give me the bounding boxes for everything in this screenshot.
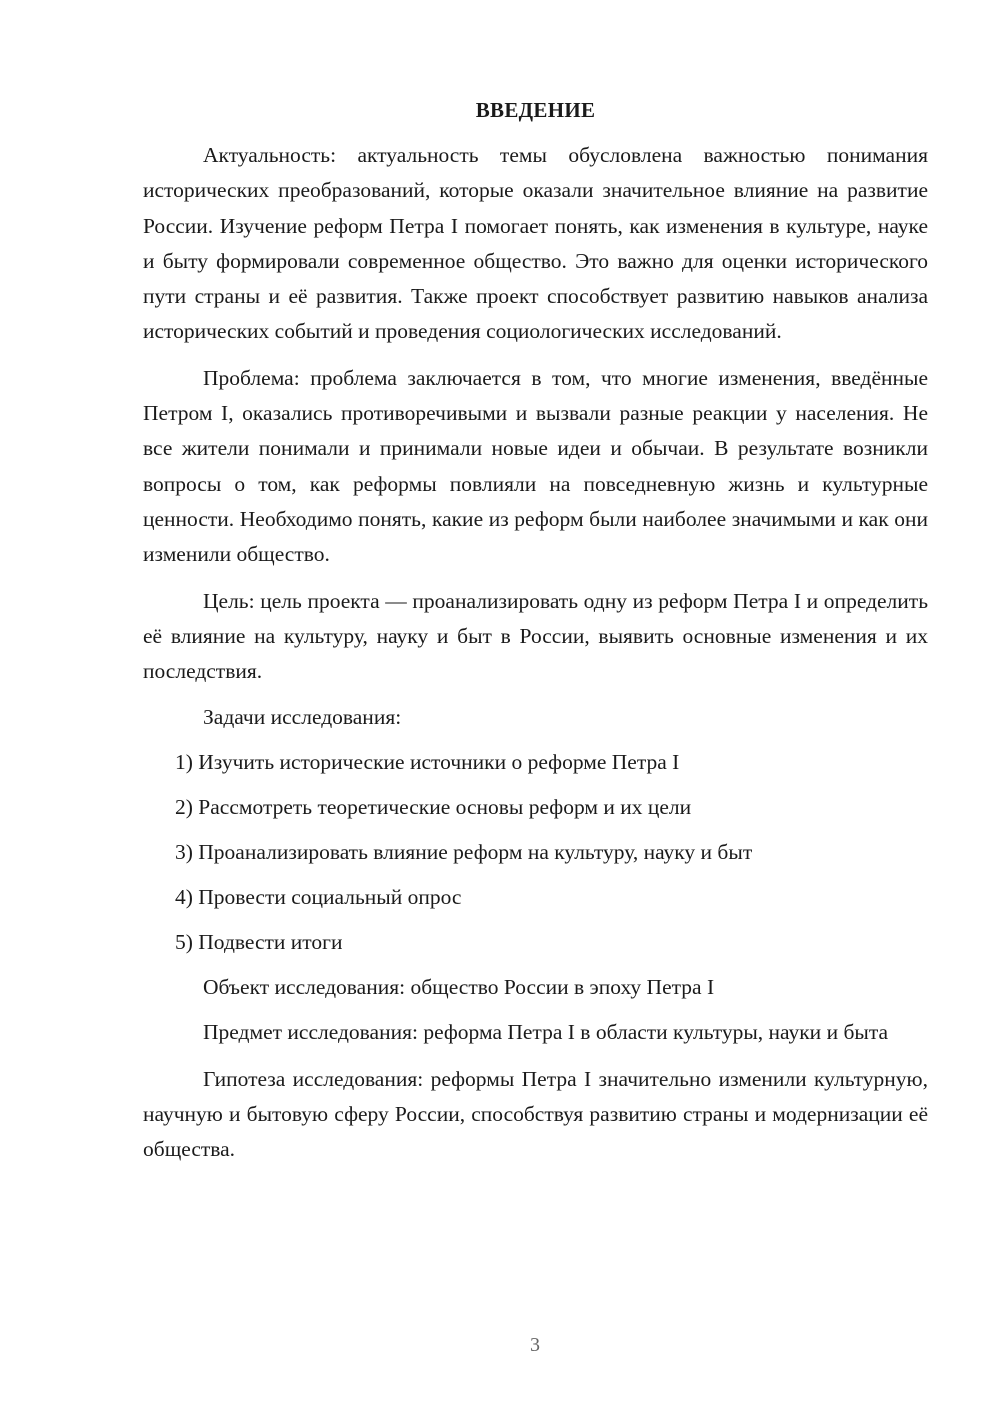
problem-paragraph: Проблема: проблема заключается в том, что многие изменения, введённые Петром I, оказались противоречивыми и вызвали разные реакции у населения. Не все жители понимали и принимали новые идеи и обычаи. В результате возникли вопросы о том, как реформы повлияли на повседневную жизнь и культурные ценности. Необходимо понять, какие из реформ были наиболее значимыми и как они изменили общество.: [143, 365, 928, 567]
task-item: 2) Рассмотреть теоретические основы реформ и их цели: [175, 795, 692, 820]
relevance-paragraph: Актуальность: актуальность темы обусловлена важностью понимания исторических преобразований, которые оказали значительное влияние на развитие России. Изучение реформ Петра I помогает понять, как изменения в культуре, науке и быту формировали современное общество. Это важно для оценки исторического пути страны и её развития. Также проект способствует развитию навыков анализа исторических событий и проведения социологических исследований.: [143, 143, 928, 344]
goal-paragraph: Цель: цель проекта — проанализировать одну из реформ Петра I и определить её влияние на культуру, науку и быт в России, выявить основные изменения и их последствия.: [143, 588, 928, 684]
document-page: [143, 96, 928, 1179]
object-paragraph: Объект исследования: общество России в эпоху Петра I: [203, 975, 715, 1000]
tasks-heading: Задачи исследования:: [203, 705, 402, 730]
subject-paragraph: Предмет исследования: реформа Петра I в области культуры, науки и быта: [203, 1020, 889, 1045]
task-item: 4) Провести социальный опрос: [175, 885, 462, 910]
hypothesis-paragraph: Гипотеза исследования: реформы Петра I значительно изменили культурную, научную и бытовую сферу России, способствуя развитию страны и модернизации её общества.: [143, 1066, 928, 1162]
task-item: 5) Подвести итоги: [175, 930, 343, 955]
page-title: ВВЕДЕНИЕ: [475, 98, 596, 122]
task-item: 3) Проанализировать влияние реформ на культуру, науку и быт: [175, 840, 753, 865]
tasks-list: [143, 745, 928, 960]
task-item: 1) Изучить исторические источники о реформе Петра I: [175, 750, 680, 775]
page-number: 3: [530, 1334, 540, 1356]
